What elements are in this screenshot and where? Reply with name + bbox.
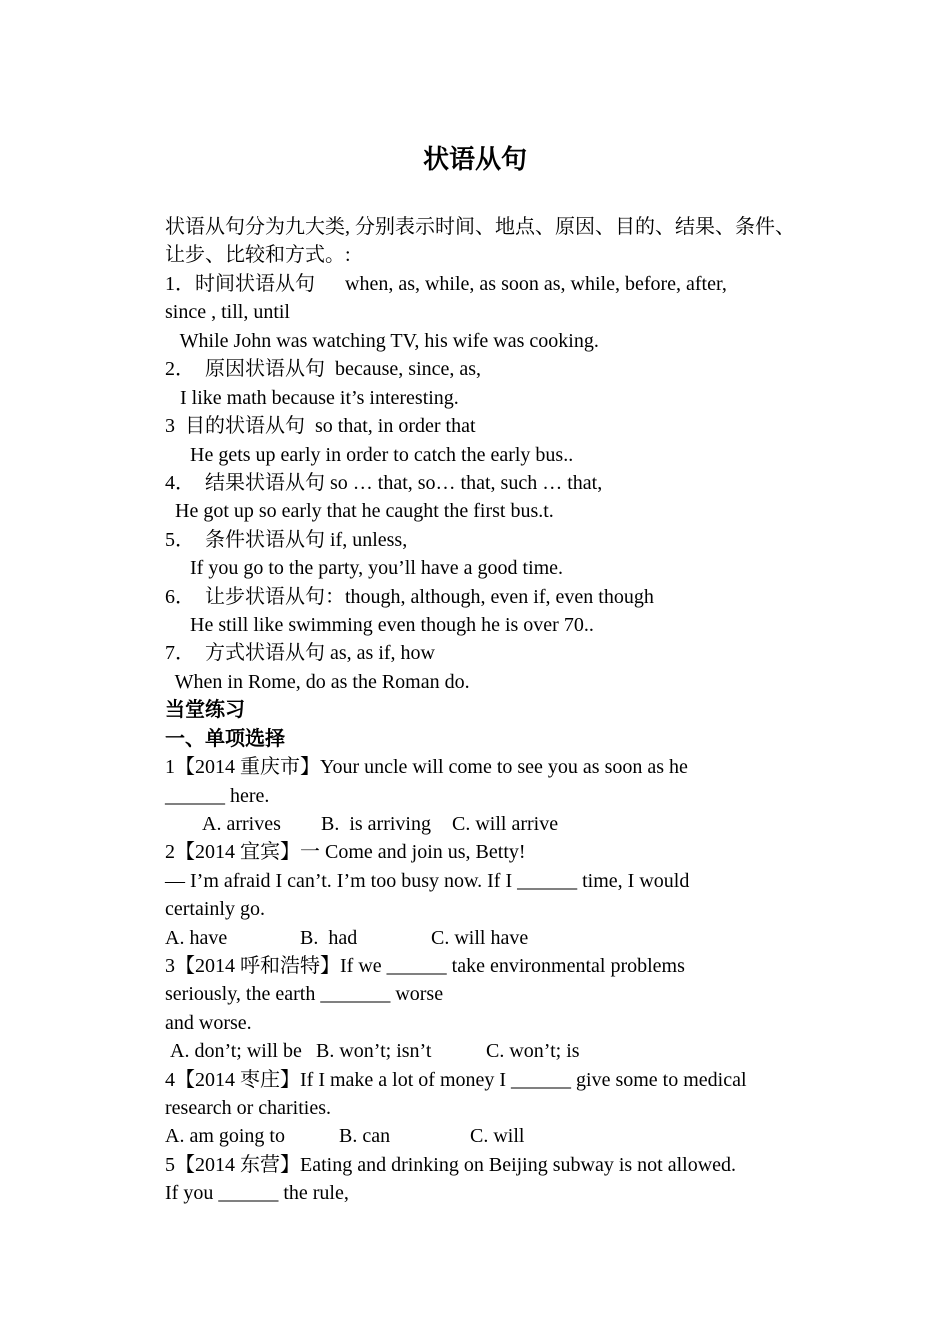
question-2-option-c: C. will have xyxy=(431,927,529,949)
clause-1-heading: 1．时间状语从句 when, as, while, as soon as, while, before, after, xyxy=(165,273,727,295)
clause-7-heading: 7． 方式状语从句 as, as if, how xyxy=(165,642,435,664)
question-1-option-b: B. is arriving xyxy=(321,813,431,835)
question-4-option-a: A. am going to xyxy=(165,1125,285,1147)
clause-1-example: While John was watching TV, his wife was cooking. xyxy=(165,330,599,352)
question-4-option-b: B. can xyxy=(339,1125,391,1147)
question-3-line-1: 3【2014 呼和浩特】If we ______ take environmental problems xyxy=(165,955,685,977)
clause-4-example: He got up so early that he caught the first bus.t. xyxy=(165,500,554,522)
clause-5-example: If you go to the party, you’ll have a good time. xyxy=(165,557,564,579)
question-2-line-1: 2【2014 宜宾】一 Come and join us, Betty! xyxy=(165,841,526,863)
question-4-line-1: 4【2014 枣庄】If I make a lot of money I ______ give some to medical xyxy=(165,1069,747,1091)
question-2-option-b: B. had xyxy=(300,927,358,949)
question-5-line-1: 5【2014 东营】Eating and drinking on Beijing subway is not allowed. xyxy=(165,1154,737,1176)
clause-2-heading: 2． 原因状语从句 because, since, as, xyxy=(165,358,482,380)
clause-1-heading-cont: since , till, until xyxy=(165,301,290,323)
question-2-line-2: — I’m afraid I can’t. I’m too busy now. If I ______ time, I would xyxy=(165,870,690,892)
clause-6-example: He still like swimming even though he is over 70.. xyxy=(165,614,594,636)
question-3-option-b: B. won’t; isn’t xyxy=(316,1040,432,1062)
question-3-line-2: seriously, the earth _______ worse xyxy=(165,983,444,1005)
clause-5-heading: 5． 条件状语从句 if, unless, xyxy=(165,529,408,551)
question-2-option-a: A. have xyxy=(165,927,228,949)
clause-7-example: When in Rome, do as the Roman do. xyxy=(165,671,470,693)
question-4-option-c: C. will xyxy=(470,1125,525,1147)
question-1-option-c: C. will arrive xyxy=(452,813,559,835)
intro-line-1: 状语从句分为九大类, 分别表示时间、地点、原因、目的、结果、条件、 xyxy=(165,216,795,238)
question-1-line-1: 1【2014 重庆市】Your uncle will come to see you as soon as he xyxy=(165,756,688,778)
question-1-line-2: ______ here. xyxy=(165,785,270,807)
question-3-option-c: C. won’t; is xyxy=(486,1040,580,1062)
intro-line-2: 让步、比较和方式。: xyxy=(165,244,351,266)
clause-3-example: He gets up early in order to catch the early bus.. xyxy=(165,444,574,466)
question-2-line-3: certainly go. xyxy=(165,898,265,920)
section-practice-heading: 当堂练习 xyxy=(165,699,245,721)
question-3-option-a: A. don’t; will be xyxy=(170,1040,302,1062)
page-title: 状语从句 xyxy=(422,145,527,175)
question-1-option-a: A. arrives xyxy=(202,813,281,835)
clause-4-heading: 4． 结果状语从句 so … that, so… that, such … that, xyxy=(165,472,603,494)
question-3-line-3: and worse. xyxy=(165,1012,252,1034)
clause-3-heading: 3 目的状语从句 so that, in order that xyxy=(165,415,476,437)
clause-2-example: I like math because it’s interesting. xyxy=(165,387,459,409)
question-5-line-2: If you ______ the rule, xyxy=(165,1182,349,1204)
section-single-choice-heading: 一、单项选择 xyxy=(165,728,285,750)
question-4-line-2: research or charities. xyxy=(165,1097,332,1119)
clause-6-heading: 6． 让步状语从句：though, although, even if, even though xyxy=(165,586,654,608)
